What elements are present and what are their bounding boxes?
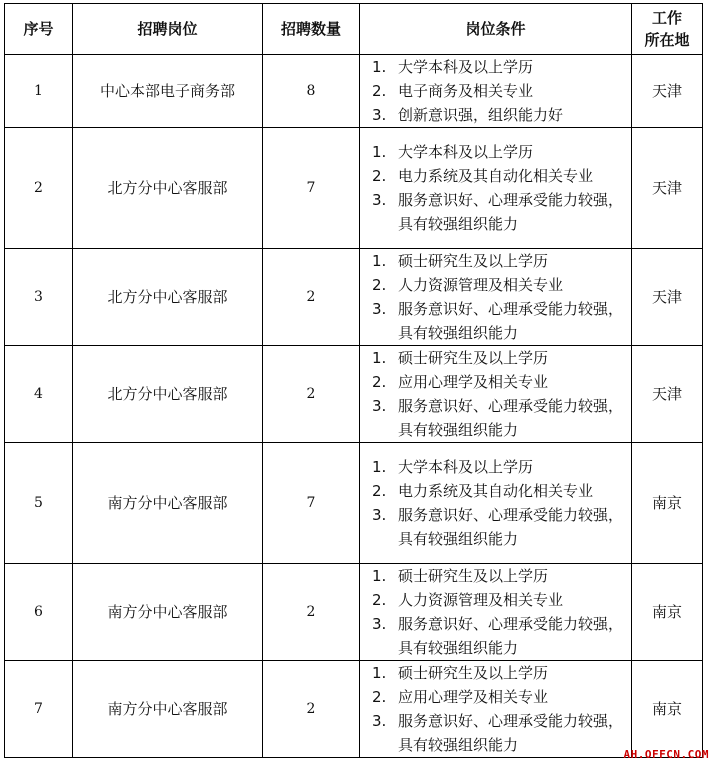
header-count: 招聘数量 xyxy=(263,4,360,55)
cell-conditions xyxy=(360,55,632,128)
condition-item xyxy=(372,479,631,503)
condition-item xyxy=(372,685,631,709)
table-row xyxy=(5,55,703,128)
condition-text: 服务意识好、心理承受能力较强，具有较强组织能力 xyxy=(398,397,624,439)
cell-count: 2 xyxy=(263,564,360,661)
condition-number: 1. xyxy=(372,58,387,76)
cell-location: 南京 xyxy=(632,443,703,564)
condition-number: 3. xyxy=(372,300,387,318)
table-row xyxy=(5,661,703,758)
cell-location: 天津 xyxy=(632,346,703,443)
condition-text: 应用心理学及相关专业 xyxy=(398,373,549,391)
cell-location: 天津 xyxy=(632,128,703,249)
table-row xyxy=(5,128,703,249)
cell-location: 天津 xyxy=(632,249,703,346)
condition-number: 2. xyxy=(372,82,387,100)
condition-item xyxy=(372,394,631,442)
condition-text: 服务意识好、心理承受能力较强，具有较强组织能力 xyxy=(398,191,624,233)
conditions-list xyxy=(360,140,631,236)
cell-count: 7 xyxy=(263,443,360,564)
condition-number: 3. xyxy=(372,712,387,730)
cell-no: 4 xyxy=(5,346,73,443)
condition-text: 创新意识强，组织能力好 xyxy=(398,106,564,124)
condition-number: 2. xyxy=(372,688,387,706)
cell-count: 7 xyxy=(263,128,360,249)
condition-item xyxy=(372,188,631,236)
conditions-list xyxy=(360,661,631,757)
condition-number: 3. xyxy=(372,106,387,124)
condition-text: 硕士研究生及以上学历 xyxy=(398,349,549,367)
condition-number: 2. xyxy=(372,591,387,609)
cell-count: 2 xyxy=(263,346,360,443)
cell-conditions xyxy=(360,443,632,564)
condition-item xyxy=(372,661,631,685)
header-row xyxy=(5,4,703,55)
cell-post: 南方分中心客服部 xyxy=(73,661,263,758)
cell-no: 2 xyxy=(5,128,73,249)
condition-item xyxy=(372,588,631,612)
condition-number: 2. xyxy=(372,167,387,185)
condition-number: 2. xyxy=(372,373,387,391)
conditions-list xyxy=(360,346,631,442)
condition-text: 硕士研究生及以上学历 xyxy=(398,567,549,585)
conditions-list xyxy=(360,249,631,345)
condition-number: 2. xyxy=(372,276,387,294)
condition-item xyxy=(372,249,631,273)
condition-text: 大学本科及以上学历 xyxy=(398,58,534,76)
cell-no: 6 xyxy=(5,564,73,661)
table-row xyxy=(5,443,703,564)
condition-number: 1. xyxy=(372,143,387,161)
cell-no: 1 xyxy=(5,55,73,128)
cell-post: 中心本部电子商务部 xyxy=(73,55,263,128)
cell-location: 天津 xyxy=(632,55,703,128)
condition-item xyxy=(372,140,631,164)
condition-text: 服务意识好、心理承受能力较强，具有较强组织能力 xyxy=(398,506,624,548)
cell-location: 南京 xyxy=(632,661,703,758)
conditions-list xyxy=(360,455,631,551)
condition-item xyxy=(372,297,631,345)
condition-text: 服务意识好、心理承受能力较强，具有较强组织能力 xyxy=(398,712,624,754)
condition-text: 电子商务及相关专业 xyxy=(398,82,534,100)
cell-no: 7 xyxy=(5,661,73,758)
condition-text: 电力系统及其自动化相关专业 xyxy=(398,167,594,185)
condition-item xyxy=(372,564,631,588)
condition-item xyxy=(372,455,631,479)
condition-number: 1. xyxy=(372,567,387,585)
conditions-list xyxy=(360,55,631,127)
condition-text: 大学本科及以上学历 xyxy=(398,458,534,476)
condition-number: 2. xyxy=(372,482,387,500)
condition-text: 人力资源管理及相关专业 xyxy=(398,591,564,609)
cell-post: 北方分中心客服部 xyxy=(73,128,263,249)
condition-number: 1. xyxy=(372,349,387,367)
recruitment-table xyxy=(4,3,703,758)
cell-no: 3 xyxy=(5,249,73,346)
table-row xyxy=(5,249,703,346)
condition-text: 服务意识好、心理承受能力较强，具有较强组织能力 xyxy=(398,615,624,657)
condition-item xyxy=(372,164,631,188)
table-row xyxy=(5,346,703,443)
condition-text: 硕士研究生及以上学历 xyxy=(398,252,549,270)
cell-post: 北方分中心客服部 xyxy=(73,249,263,346)
condition-item xyxy=(372,709,631,757)
condition-text: 服务意识好、心理承受能力较强，具有较强组织能力 xyxy=(398,300,624,342)
condition-number: 3. xyxy=(372,191,387,209)
condition-text: 应用心理学及相关专业 xyxy=(398,688,549,706)
condition-item xyxy=(372,346,631,370)
condition-number: 3. xyxy=(372,506,387,524)
condition-number: 3. xyxy=(372,615,387,633)
cell-count: 8 xyxy=(263,55,360,128)
condition-item xyxy=(372,103,631,127)
condition-number: 3. xyxy=(372,397,387,415)
condition-text: 人力资源管理及相关专业 xyxy=(398,276,564,294)
header-location: 工作 所在地 xyxy=(632,4,703,55)
table-row xyxy=(5,564,703,661)
header-conditions: 岗位条件 xyxy=(360,4,632,55)
cell-conditions xyxy=(360,661,632,758)
cell-conditions xyxy=(360,564,632,661)
condition-item xyxy=(372,55,631,79)
header-post: 招聘岗位 xyxy=(73,4,263,55)
condition-item xyxy=(372,370,631,394)
cell-post: 南方分中心客服部 xyxy=(73,443,263,564)
cell-no: 5 xyxy=(5,443,73,564)
condition-number: 1. xyxy=(372,252,387,270)
conditions-list xyxy=(360,564,631,660)
cell-count: 2 xyxy=(263,661,360,758)
header-no: 序号 xyxy=(5,4,73,55)
cell-conditions xyxy=(360,128,632,249)
cell-conditions xyxy=(360,249,632,346)
cell-count: 2 xyxy=(263,249,360,346)
cell-post: 南方分中心客服部 xyxy=(73,564,263,661)
condition-item xyxy=(372,79,631,103)
condition-item xyxy=(372,503,631,551)
condition-number: 1. xyxy=(372,664,387,682)
condition-item xyxy=(372,273,631,297)
condition-text: 大学本科及以上学历 xyxy=(398,143,534,161)
watermark-logo: AH.OFFCN.COM xyxy=(623,748,709,761)
condition-number: 1. xyxy=(372,458,387,476)
cell-post: 北方分中心客服部 xyxy=(73,346,263,443)
condition-item xyxy=(372,612,631,660)
cell-location: 南京 xyxy=(632,564,703,661)
condition-text: 硕士研究生及以上学历 xyxy=(398,664,549,682)
condition-text: 电力系统及其自动化相关专业 xyxy=(398,482,594,500)
cell-conditions xyxy=(360,346,632,443)
